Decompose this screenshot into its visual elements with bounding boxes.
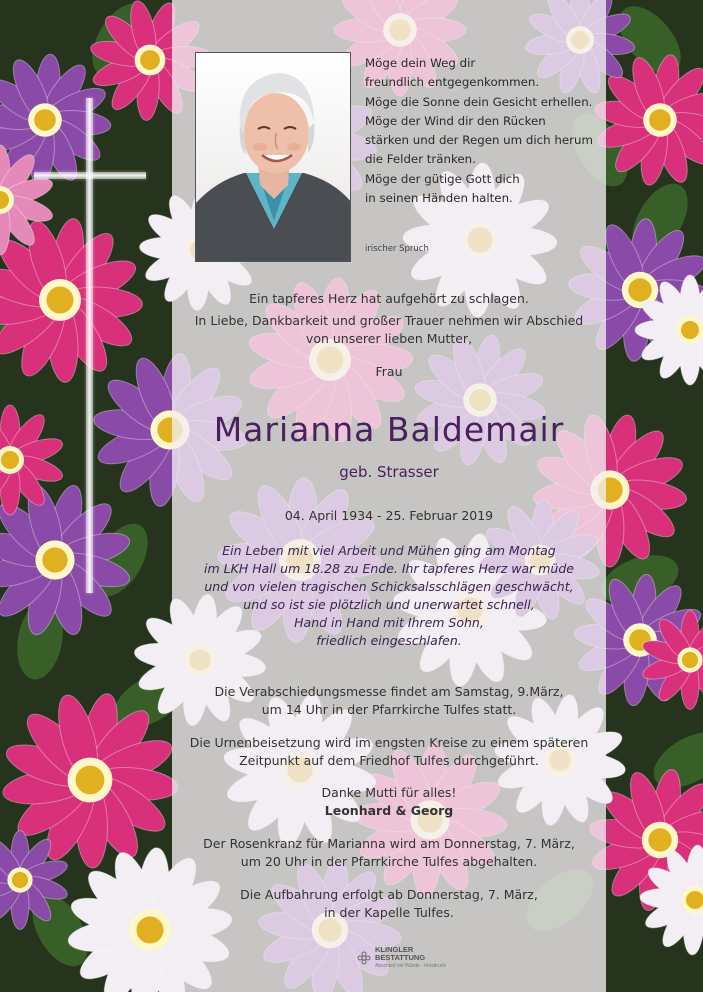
intro-line-1: Ein tapferes Herz hat aufgehört zu schlagen. bbox=[249, 291, 529, 306]
poem-line: Möge der gütige Gott dich bbox=[365, 171, 520, 186]
viewing-line-2: in der Kapelle Tulfes. bbox=[324, 905, 454, 920]
mass-line-2: um 14 Uhr in der Pfarrkirche Tulfes statt. bbox=[261, 702, 517, 717]
life-story bbox=[172, 542, 606, 650]
story-line: Ein Leben mit viel Arbeit und Mühen ging am Montag bbox=[222, 543, 556, 558]
viewing-info bbox=[172, 886, 606, 922]
thanks bbox=[172, 784, 606, 820]
thanks-line: Danke Mutti für alles! bbox=[321, 785, 457, 800]
life-dates: 04. April 1934 - 25. Februar 2019 bbox=[284, 508, 494, 523]
logo-flower-icon bbox=[357, 951, 371, 965]
funeral-home-logo bbox=[357, 946, 446, 970]
logo-line-2: BESTATTUNG bbox=[375, 953, 426, 962]
birth-name: geb. Strasser bbox=[339, 463, 439, 481]
intro-line-3: von unserer lieben Mutter, bbox=[305, 331, 473, 346]
urn-line-1: Die Urnenbeisetzung wird im engsten Kreise zu einem späteren bbox=[189, 735, 589, 750]
poem-line: freundlich entgegenkommen. bbox=[365, 75, 540, 90]
cross-icon-horizontal bbox=[34, 172, 146, 179]
story-line: und so ist sie plötzlich und unerwartet schnell, bbox=[243, 597, 535, 612]
signers: Leonhard & Georg bbox=[324, 803, 454, 818]
mass-line-1: Die Verabschiedungsmesse findet am Samstag, 9.März, bbox=[214, 684, 564, 699]
poem-line: Möge die Sonne dein Gesicht erhellen. bbox=[365, 94, 593, 109]
viewing-line-1: Die Aufbahrung erfolgt ab Donnerstag, 7. März, bbox=[240, 887, 538, 902]
logo-line-3: Abschied mit Würde · Innsbruck bbox=[375, 963, 446, 969]
intro-line-2: In Liebe, Dankbarkeit und großer Trauer nehmen wir Abschied bbox=[194, 313, 584, 328]
rosary-info bbox=[172, 835, 606, 871]
poem-line: Möge der Wind dir den Rücken bbox=[365, 113, 546, 128]
salutation: Frau bbox=[375, 364, 403, 379]
poem-line: die Felder tränken. bbox=[365, 152, 476, 167]
urn-info bbox=[172, 734, 606, 770]
portrait-photo bbox=[195, 52, 351, 262]
poem-line: in seinen Händen halten. bbox=[365, 191, 513, 206]
poem-source: irischer Spruch bbox=[365, 244, 429, 254]
poem-line: stärken und der Regen um dich herum bbox=[365, 133, 593, 148]
urn-line-2: Zeitpunkt auf dem Friedhof Tulfes durchgeführt. bbox=[239, 753, 539, 768]
story-line: friedlich eingeschlafen. bbox=[316, 633, 462, 648]
story-line: Hand in Hand mit Ihrem Sohn, bbox=[294, 615, 484, 630]
rosary-line-1: Der Rosenkranz für Marianna wird am Donnerstag, 7. März, bbox=[203, 836, 575, 851]
poem bbox=[365, 54, 605, 208]
logo-line-1: KLINGLER bbox=[375, 945, 414, 954]
deceased-name: Marianna Baldemair bbox=[213, 410, 565, 449]
rosary-line-2: um 20 Uhr in der Pfarrkirche Tulfes abgehalten. bbox=[240, 854, 538, 869]
story-line: im LKH Hall um 18.28 zu Ende. Ihr tapferes Herz war müde bbox=[204, 561, 574, 576]
story-line: und von vielen tragischen Schicksalsschlägen geschwächt, bbox=[204, 579, 574, 594]
intro-text bbox=[172, 290, 606, 381]
poem-line: Möge dein Weg dir bbox=[365, 56, 476, 70]
mass-info bbox=[172, 683, 606, 719]
